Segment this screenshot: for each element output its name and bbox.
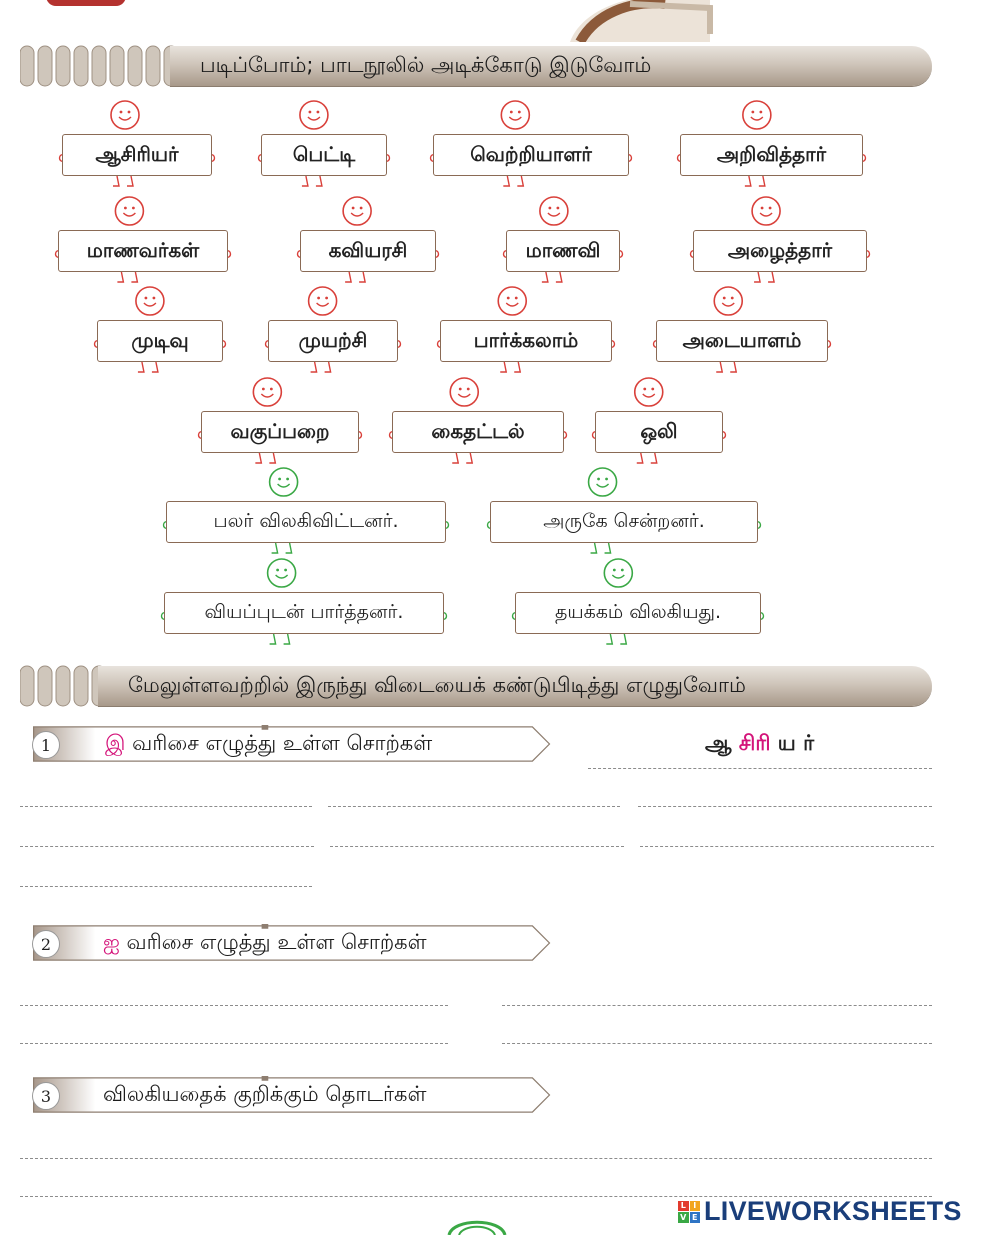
word-card-group [433,100,629,192]
brand-name: LIVEWORKSHEETS [704,1196,962,1226]
sentence-card[interactable]: அருகே சென்றனர். [490,501,758,543]
answer-line[interactable] [588,768,932,769]
word-card[interactable]: மாணவி [506,230,620,272]
example-word [705,731,814,758]
logo-letter: I [690,1201,701,1212]
liveworksheets-brand [678,1196,962,1227]
answer-line[interactable] [330,846,624,847]
answer-line[interactable] [20,886,312,887]
section-number-badge: 3 [32,1082,60,1110]
word-card[interactable]: மாணவர்கள் [58,230,228,272]
section-label [103,1082,426,1109]
word-card-group [300,196,436,288]
word-card-group [392,377,564,469]
logo-letter: V [678,1212,689,1223]
section-label-text: விலகியதைக் குறிக்கும் தொடர்கள் [103,1082,427,1106]
answer-line[interactable] [20,1043,448,1044]
answer-line[interactable] [502,1043,932,1044]
word-card-group [261,100,387,192]
logo-letter: E [690,1212,701,1223]
word-card-group [62,100,212,192]
answer-line[interactable] [328,806,620,807]
section-number-badge: 2 [32,930,60,958]
word-card[interactable]: ஒலி [595,411,723,453]
word-card[interactable]: கவியரசி [300,230,436,272]
word-card[interactable]: முடிவு [97,320,223,362]
top-illustration [560,0,720,42]
word-card-group [97,286,223,378]
sentence-card[interactable]: தயக்கம் விலகியது. [515,592,761,634]
liveworksheets-logo-icon [678,1201,700,1223]
word-card-group [58,196,228,288]
section-label-text: வரிசை எழுத்து உள்ள சொற்கள் [126,930,427,954]
example-letter: சி [738,731,756,755]
bottom-swirl-icon [445,1212,509,1235]
example-letter: ய [777,731,796,755]
sentence-card[interactable]: பலர் விலகிவிட்டனர். [166,501,446,543]
banner-title: மேலுள்ளவற்றில் இருந்து விடையைக் கண்டுபிடித்து எழுதுவோம் [128,673,746,697]
word-card-group [440,286,612,378]
word-card[interactable]: ஆசிரியர் [62,134,212,176]
word-card-group [656,286,828,378]
word-card[interactable]: முயற்சி [268,320,398,362]
answer-line[interactable] [20,1005,448,1006]
sentence-card-group [515,558,761,650]
sentence-card-group [164,558,444,650]
answer-line[interactable] [20,1158,932,1159]
answer-line[interactable] [20,846,314,847]
word-card-group [693,196,867,288]
answer-line[interactable] [640,846,934,847]
word-card-group [201,377,359,469]
example-letter: ர் [803,731,815,755]
word-card[interactable]: வெற்றியாளர் [433,134,629,176]
word-card-group [268,286,398,378]
answer-line[interactable] [20,806,312,807]
word-card[interactable]: பார்க்கலாம் [440,320,612,362]
word-card[interactable]: அழைத்தார் [693,230,867,272]
word-card[interactable]: கைதட்டல் [392,411,564,453]
section-label-text: வரிசை எழுத்து உள்ள சொற்கள் [132,731,433,755]
word-card[interactable]: அடையாளம் [656,320,828,362]
section-number-badge: 1 [32,731,60,759]
banner-title: படிப்போம்; பாடநூலில் அடிக்கோடு இடுவோம் [200,53,652,77]
word-card[interactable]: பெட்டி [261,134,387,176]
word-card[interactable]: அறிவித்தார் [680,134,863,176]
section-label [105,731,432,758]
sentence-card-group [490,467,758,559]
example-letter: ஆ [705,731,732,755]
sentence-card[interactable]: வியப்புடன் பார்த்தனர். [164,592,444,634]
word-card-group [680,100,863,192]
word-card-group [595,377,723,469]
answer-line[interactable] [638,806,932,807]
word-card-group [506,196,620,288]
section-label [103,930,427,957]
section-letter: இ [105,731,126,755]
sentence-card-group [166,467,446,559]
answer-line[interactable] [502,1005,932,1006]
example-letter: ரி [755,731,771,755]
logo-letter: L [678,1201,689,1212]
top-red-tab [46,0,126,6]
section-letter: ஐ [103,930,120,954]
word-card[interactable]: வகுப்பறை [201,411,359,453]
